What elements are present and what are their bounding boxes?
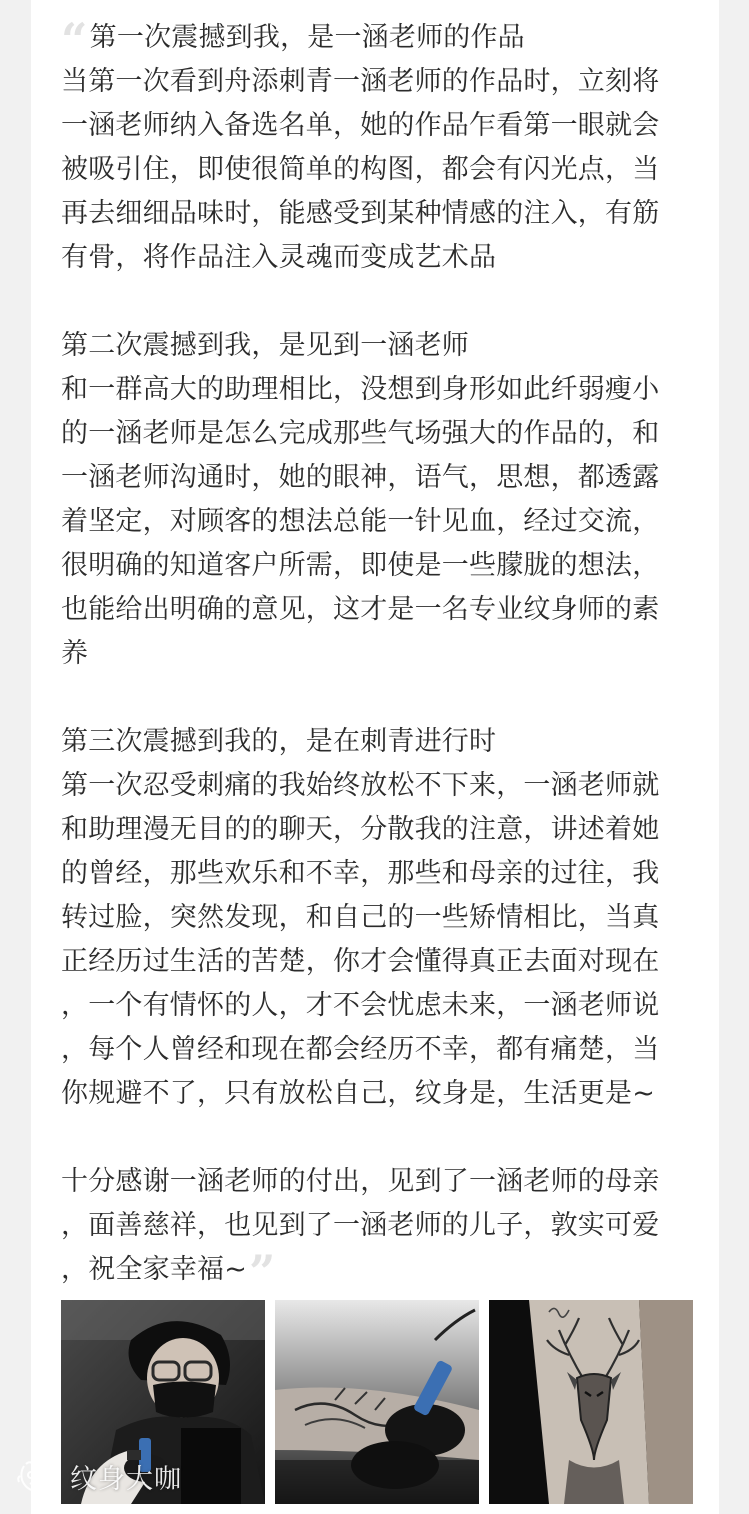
close-quote-icon: ” [249,1245,276,1299]
review-line: ，祝全家幸福~” [61,1245,276,1299]
review-paragraph [61,13,693,280]
review-paragraph [61,324,693,676]
watermark [16,1452,182,1500]
review-line: 的一涵老师是怎么完成那些气场强大的作品的，和 [61,418,660,449]
review-line: 着坚定，对顾客的想法总能一针见血，经过交流， [61,506,660,537]
review-paragraph [61,720,693,1116]
review-line: 转过脸，突然发现，和自己的一些矫情相比，当真 [61,902,660,933]
review-card [31,0,719,1514]
review-line: 第一次忍受刺痛的我始终放松不下来，一涵老师就 [61,770,660,801]
review-line: 十分感谢一涵老师的付出，见到了一涵老师的母亲 [61,1166,660,1197]
review-line: 再去细细品味时，能感受到某种情感的注入，有筋 [61,198,660,229]
review-line: 第二次震撼到我，是见到一涵老师 [61,330,469,361]
review-text [61,13,693,1299]
review-line: 和一群高大的助理相比，没想到身形如此纤弱瘦小 [61,374,660,405]
review-line: 的曾经，那些欢乐和不幸，那些和母亲的过往，我 [61,858,660,889]
review-line: 养 [61,638,89,669]
review-line: 你规避不了，只有放松自己，纹身是，生活更是~ [61,1078,656,1109]
review-line: 有骨，将作品注入灵魂而变成艺术品 [61,242,497,273]
review-line: 很明确的知道客户所需，即使是一些朦胧的想法， [61,550,660,581]
review-paragraph [61,1160,693,1299]
open-quote-icon: “ [61,13,88,67]
deer-tattoo-forearm-photo[interactable] [489,1300,693,1504]
review-line: 一涵老师沟通时，她的眼神，语气，思想，都透露 [61,462,660,493]
review-line: ，面善慈祥，也见到了一涵老师的儿子，敦实可爱 [61,1210,660,1241]
dragon-logo-icon [16,1456,56,1496]
review-line: 当第一次看到舟添刺青一涵老师的作品时，立刻将 [61,66,660,97]
review-line: 和助理漫无目的的聊天，分散我的注意，讲述着她 [61,814,660,845]
review-line: 正经历过生活的苦楚，你才会懂得真正去面对现在 [61,946,660,977]
review-line: “第一次震撼到我，是一涵老师的作品 [61,13,525,67]
review-line: 一涵老师纳入备选名单，她的作品乍看第一眼就会 [61,110,660,141]
review-line: ，一个有情怀的人，才不会忧虑未来，一涵老师说 [61,990,660,1021]
review-line: 也能给出明确的意见，这才是一名专业纹身师的素 [61,594,660,625]
watermark-text: 纹身大咖 [70,1463,182,1495]
tattooing-in-progress-photo[interactable] [275,1300,479,1504]
review-line: ，每个人曾经和现在都会经历不幸，都有痛楚，当 [61,1034,660,1065]
review-line: 被吸引住，即使很简单的构图，都会有闪光点，当 [61,154,660,185]
review-line: 第三次震撼到我的，是在刺青进行时 [61,726,497,757]
